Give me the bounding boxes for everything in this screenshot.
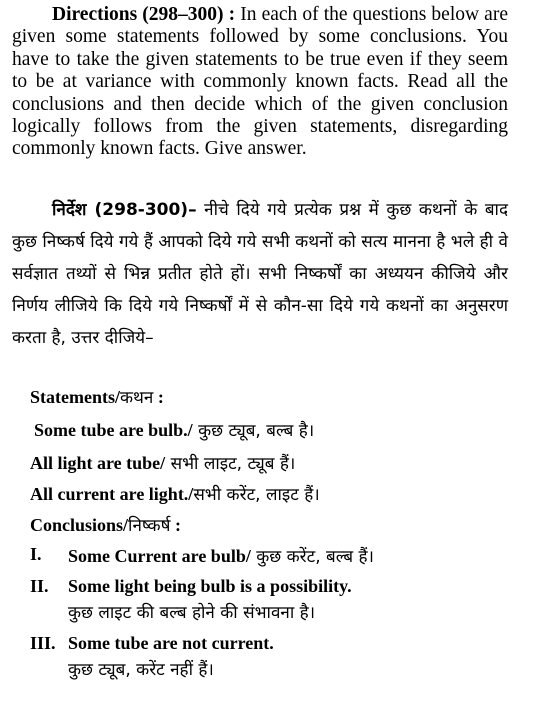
statements-heading-hi: कथन: [119, 388, 154, 408]
directions-english: [12, 4, 508, 161]
conclusions-heading-en: Conclusions/: [30, 515, 129, 535]
statement-2: [30, 451, 554, 474]
statement-1: [34, 418, 554, 441]
conclusion-2-en: Some light being bulb is a possibility.: [68, 576, 352, 596]
conclusions-heading-colon: :: [170, 515, 181, 535]
statements-heading-en: Statements/: [30, 387, 120, 407]
statement-3-hi: सभी करेंट, लाइट हैं।: [193, 485, 320, 505]
statements-heading-colon: :: [153, 387, 164, 407]
conclusion-2-hi: कुछ लाइट की बल्ब होने की संभावना है।: [68, 603, 316, 623]
statement-3: [30, 482, 554, 505]
directions-hindi-lead: निर्देश (298-300)–: [52, 200, 197, 220]
conclusion-1-hi: कुछ करेंट, बल्ब हैं।: [250, 547, 374, 567]
conclusion-1-numeral: I.: [30, 544, 42, 564]
statement-2-hi: सभी लाइट, ट्यूब हैं।: [165, 454, 296, 474]
conclusions-heading-hi: निष्कर्ष: [128, 516, 171, 536]
conclusion-1-text: [68, 544, 374, 567]
directions-hindi-body: नीचे दिये गये प्रत्येक प्रश्न में कुछ कथनों के बाद कुछ निष्कर्ष दिये गये हैं आपको दिये गये सभी कथनों को सत्य मानना है भले ही वे सर्वज्ञात तथ्यों से भिन्न प्रतीत होते हों। सभी निष्कर्षों का अध्ययन कीजिये और निर्णय लीजिये कि दिये गये निष्कर्षों में से कौन-सा दिये गये कथनों का अनुसरण करता है, उत्तर दीजिये–: [12, 200, 508, 348]
statement-1-en: Some tube are bulb./: [34, 420, 193, 440]
conclusions-heading: [30, 513, 554, 536]
directions-english-body: In each of the questions below are given some statements followed by some conclusions. You have to take the given statements to be true even if they seem to be at variance with commonly known facts. Read all the conclusions and then decide which of the given conclusion logically follows from the given statements, disregarding commonly known facts. Give answer.: [12, 4, 508, 160]
directions-hindi: [12, 194, 508, 354]
conclusion-3-hi: कुछ ट्यूब, करेंट नहीं हैं।: [68, 660, 214, 680]
conclusion-3-numeral: III.: [30, 633, 56, 653]
conclusion-2-numeral: II.: [30, 576, 49, 596]
directions-english-lead: Directions (298–300) :: [52, 4, 236, 25]
statement-2-en: All light are tube/: [30, 453, 166, 473]
conclusion-1-en: Some Current are bulb/: [68, 546, 251, 566]
statement-3-en: All current are light./: [30, 484, 194, 504]
conclusion-3-en: Some tube are not current.: [68, 633, 274, 653]
statements-heading: [30, 385, 554, 408]
statement-1-hi: कुछ ट्यूब, बल्ब है।: [192, 421, 315, 441]
